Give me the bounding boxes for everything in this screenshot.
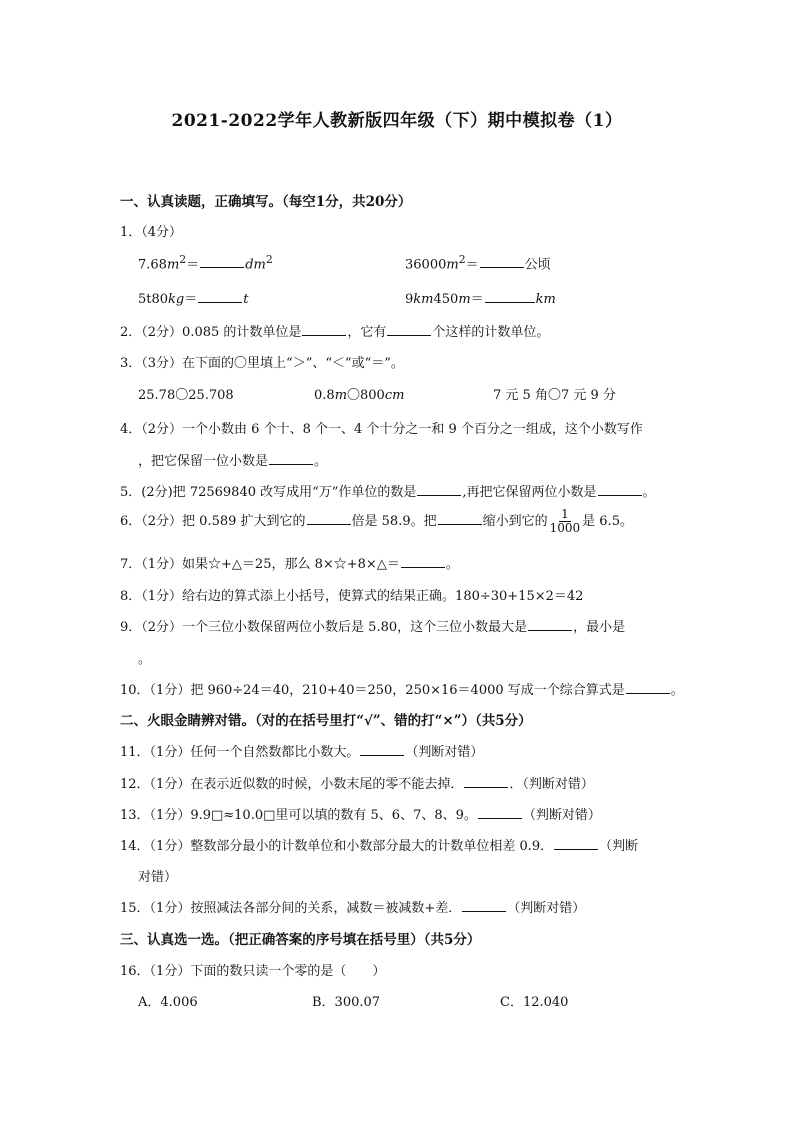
answer-blank[interactable] [626, 681, 670, 694]
answer-blank[interactable] [462, 899, 506, 912]
question-1-head: 1．（4分） [120, 225, 183, 240]
question-15: 15．（1分）按照减法各部分间的关系，减数＝被减数+差． （判断对错） [120, 901, 586, 916]
answer-blank[interactable] [200, 255, 244, 268]
answer-blank[interactable] [387, 323, 431, 336]
question-6: 6．（2分）把 0.589 扩大到它的 倍是 58.9。把 缩小到它的 $\frac{1}{1000}$ 是 6.5。 [120, 507, 633, 535]
answer-blank[interactable] [417, 483, 461, 496]
answer-blank[interactable] [307, 512, 351, 525]
question-9-end: 。 [138, 652, 152, 667]
option-c[interactable]: C．12.040 [500, 995, 569, 1010]
question-4-line-1: 4．（2分）一个小数由 6 个十、8 个一、4 个十分之一和 9 个百分之一组成，这个小数写作 [120, 422, 643, 437]
question-5: 5．(2分)把 72569840 改写成用“万”作单位的数是 ,再把它保留两位小数是 。 [120, 485, 656, 500]
answer-blank[interactable] [485, 290, 535, 303]
answer-blank[interactable] [198, 290, 242, 303]
answer-blank[interactable] [480, 255, 524, 268]
option-b[interactable]: B．300.07 [312, 995, 381, 1010]
question-14-end: 对错） [138, 870, 178, 885]
question-3-head: 3．（3分）在下面的〇里填上“＞”、“＜”或“＝”。 [120, 356, 404, 371]
answer-blank[interactable] [464, 775, 508, 788]
section-heading-1: 一、认真读题，正确填写。（每空1分，共20分） [120, 194, 412, 210]
section-heading-3: 三、认真选一选。（把正确答案的序号填在括号里）（共5分） [120, 932, 481, 948]
answer-blank[interactable] [401, 555, 445, 568]
question-1-part-d: 9km450m＝ km [405, 292, 556, 307]
answer-blank[interactable] [528, 618, 572, 631]
question-1-part-a: $7.68m^2= dm^2$ [138, 253, 273, 273]
answer-blank[interactable] [598, 483, 642, 496]
answer-blank[interactable] [269, 452, 313, 465]
answer-blank[interactable] [554, 837, 598, 850]
question-1-part-c: 5t80kg＝ t [138, 292, 249, 307]
question-7: 7．（1分）如果☆+△＝25，那么 8×☆+8×△＝ 。 [120, 557, 459, 572]
question-11: 11．（1分）任何一个自然数都比小数大。 （判断对错） [120, 745, 484, 760]
page-title: 2021-2022学年人教新版四年级（下）期中模拟卷（1） [171, 111, 623, 131]
question-12: 12．（1分）在表示近似数的时候，小数末尾的零不能去掉． ．（判断对错） [120, 777, 594, 792]
answer-blank[interactable] [302, 323, 346, 336]
option-a[interactable]: A．4.006 [138, 995, 198, 1010]
question-10: 10．（1分）把 960÷24＝40，210+40＝250，250×16＝4000 写成一个综合算式是 。 [120, 683, 684, 698]
question-16: 16．（1分）下面的数只读一个零的是（ ） [120, 964, 386, 979]
question-3-part-a: 25.78〇25.708 [138, 388, 234, 403]
fraction: $\frac{1}{1000}$ [549, 507, 581, 535]
question-13: 13．（1分）9.9□≈10.0□里可以填的数有 5、6、7、8、9。 （判断对错） [120, 808, 601, 823]
answer-blank[interactable] [478, 806, 522, 819]
question-2: 2．（2分）0.085 的计数单位是 ，它有 个这样的计数单位。 [120, 325, 550, 340]
question-14: 14．（1分）整数部分最小的计数单位和小数部分最大的计数单位相差 0.9． （判断 [120, 839, 639, 854]
answer-blank[interactable] [360, 743, 404, 756]
section-heading-2: 二、火眼金睛辨对错。（对的在括号里打“√”、错的打“×”）（共5分） [120, 713, 532, 729]
question-3-part-c: 7 元 5 角〇7 元 9 分 [493, 388, 616, 403]
question-4-line-2: ，把它保留一位小数是 。 [138, 454, 328, 469]
question-9: 9．（2分）一个三位小数保留两位小数后是 5.80，这个三位小数最大是 ，最小是 [120, 620, 626, 635]
question-3-part-b: 0.8m〇800cm [314, 388, 405, 403]
question-8: 8．（1分）给右边的算式添上小括号，使算式的结果正确。180÷30+15×2＝42 [120, 589, 584, 604]
question-1-part-b: $36000m^2=$ 公顷 [405, 253, 551, 273]
answer-blank[interactable] [438, 512, 482, 525]
